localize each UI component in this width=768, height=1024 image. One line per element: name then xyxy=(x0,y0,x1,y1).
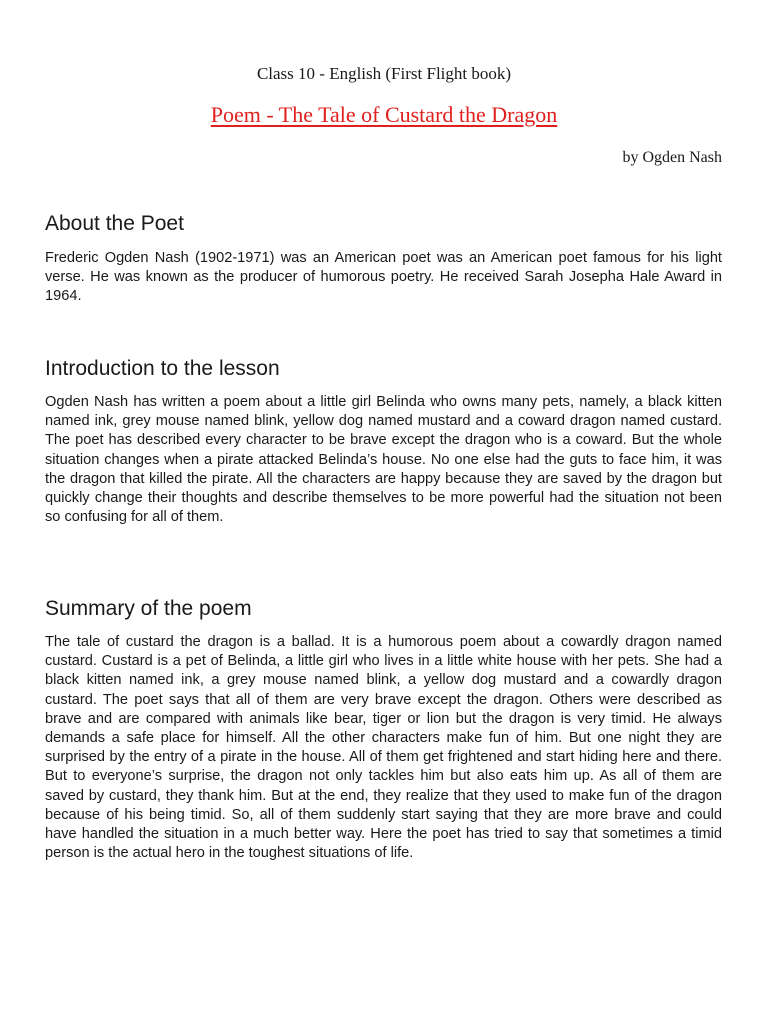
poem-title: Poem - The Tale of Custard the Dragon xyxy=(210,102,558,127)
course-line: Class 10 - English (First Flight book) xyxy=(256,64,512,83)
section-heading-summary: Summary of the poem xyxy=(45,597,252,620)
section-body-introduction: Ogden Nash has written a poem about a little girl Belinda who owns many pets, namely, a black kitten named ink, grey mouse named blink, yellow dog named mustard and a coward dragon named custard. The poet has described every character to be brave except the dragon who is a coward. But the whole situation changes when a pirate attacked Belinda’s house. No one else had the guts to face him, it was the dragon that killed the pirate. All the characters are happy because they are saved by the dragon but quickly change their thoughts and describe themselves to be more powerful had the situation not been so confusing for all of them. xyxy=(45,394,722,526)
section-body-summary: The tale of custard the dragon is a ballad. It is a humorous poem about a cowardly dragon named custard. Custard is a pet of Belinda, a little girl who lives in a little white house with her pets. She had a black kitten named ink, a grey mouse named blink, a yellow dog mustard and a cowardly dragon custard. The poet says that all of them are very brave except the dragon. Others were described as brave and are compared with animals like bear, tiger or lion but the dragon is very timid. He always demands a safe place for himself. All the other characters make fun of him. But one night they are surprised by the entry of a pirate in the house. All of them get frightened and start hiding here and there. But to everyone’s surprise, the dragon not only tackles him but also eats him up. As all of them are saved by custard, they thank him. But at the end, they realize that they used to make fun of the dragon because of his being timid. So, all of them suddenly start saying that they are more brave and could have handled the situation in a much better way. Here the poet has tried to say that sometimes a timid person is the actual hero in the toughest situations of life. xyxy=(45,634,722,862)
section-body-about-poet: Frederic Ogden Nash (1902-1971) was an American poet was an American poet famous for his light verse. He was known as the producer of humorous poetry. He received Sarah Josepha Hale Award in 1964. xyxy=(45,250,722,305)
section-heading-about-poet: About the Poet xyxy=(45,212,184,235)
author-line: by Ogden Nash xyxy=(622,149,722,166)
section-heading-introduction: Introduction to the lesson xyxy=(45,357,280,380)
